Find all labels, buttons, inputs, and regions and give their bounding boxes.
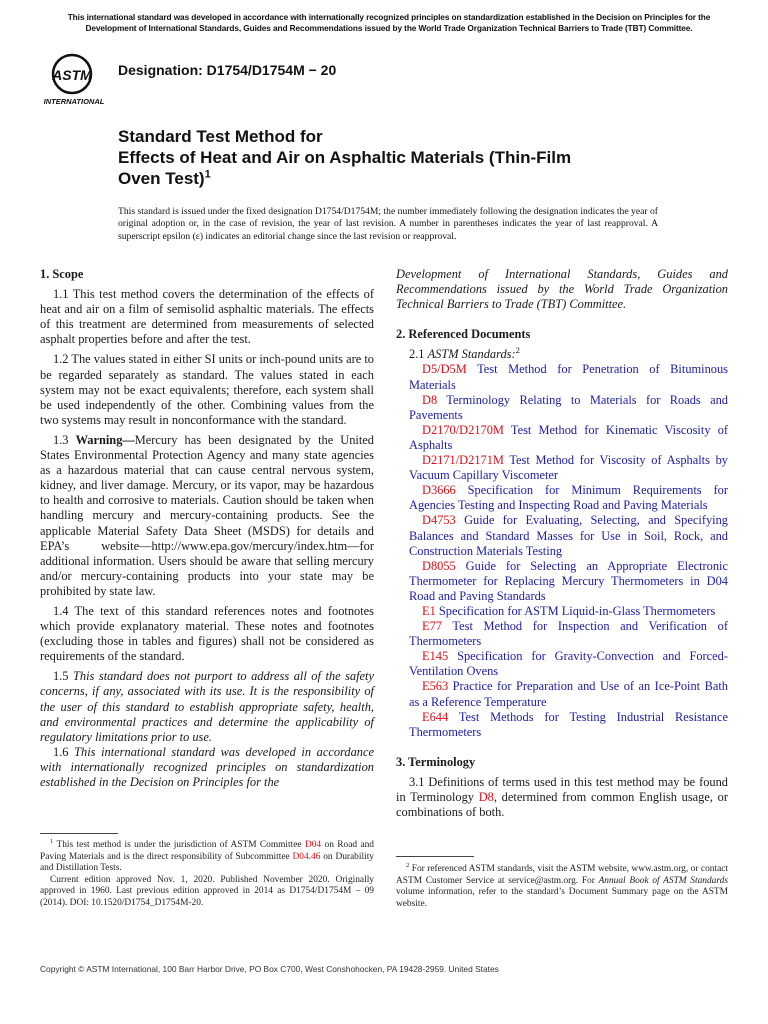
reference-title-link[interactable]: Test Method for Kinematic Viscosity of Asphalts	[409, 422, 729, 452]
reference-code-link[interactable]: D4753	[422, 513, 456, 528]
reference-code-link[interactable]: E77	[422, 619, 442, 634]
document-title	[118, 126, 678, 189]
subcommittee-link[interactable]: D04.46	[292, 851, 321, 862]
paragraph-1-4: 1.4 The text of this standard references notes and footnotes which provide explanatory material. These notes and footnotes (excluding those in tables and figures) shall not be considered as requirements of the standard.	[40, 603, 374, 664]
reference-code-link[interactable]: D2170/D2170M	[422, 422, 504, 437]
paragraph-1-3: 1.3 Warning—Mercury has been designated by the United States Environmental Protection Agency and many state agencies as a hazardous material that can cause central nervous system, kidney, and liver damage. Mercury, or its vapor, may be hazardous to health and corrosive to materials. Caution should be taken when handling mercury and mercury-containing products. See the applicable Material Safety Data Sheet (MSDS) for details and EPA’s website—http://www.epa.gov/mercury/index.htm—for additional information. Users should be aware that selling mercury and/or mercury-containing products into your state may be prohibited by state law.	[40, 432, 374, 598]
left-column	[40, 267, 374, 790]
reference-title-link[interactable]: Specification for ASTM Liquid-in-Glass Thermometers	[438, 603, 716, 618]
reference-item	[396, 513, 728, 558]
paragraph-1-5: 1.5 This standard does not purport to address all of the safety concerns, if any, associated with its use. It is the responsibility of the user of this standard to establish appropriate safety, health, and environmental practices and determine the applicability of regulatory limitations prior to use.	[40, 669, 374, 744]
reference-title-link[interactable]: Guide for Evaluating, Selecting, and Specifying Balances and Standard Masses for Use in Soil, Rock, and Construction Materials Testing	[409, 513, 728, 558]
section-heading-scope: 1. Scope	[40, 267, 84, 281]
footnote-divider	[40, 833, 118, 834]
reference-item	[396, 619, 728, 649]
section-heading-terminology: 3. Terminology	[396, 754, 476, 769]
committee-link[interactable]: D04	[304, 840, 322, 850]
title-footnote-mark[interactable]: 1	[204, 168, 211, 181]
reference-list	[396, 362, 728, 739]
reference-item	[396, 483, 728, 513]
astm-standards-intro: 2.1 ASTM Standards:$^2$	[409, 345, 520, 362]
reference-code-link[interactable]: D8	[422, 392, 438, 407]
reference-code-link[interactable]: E644	[422, 709, 449, 724]
reference-item	[396, 679, 728, 709]
reference-title-link[interactable]: Test Method for Inspection and Verification of Thermometers	[409, 619, 728, 649]
reference-item	[396, 362, 728, 392]
reference-title-link[interactable]: Guide for Selecting an Appropriate Electronic Thermometer for Replacing Mercury Thermometers in D04 Road and Paving Standards	[409, 558, 728, 603]
title-line-3: Oven Test)	[118, 169, 205, 188]
reference-item	[396, 559, 728, 604]
footnote-divider	[396, 856, 474, 857]
reference-item	[396, 393, 728, 423]
astm-logo	[40, 50, 112, 106]
warning-label: Warning—	[75, 432, 135, 447]
reference-title-link[interactable]: Specification for Minimum Requirements for Agencies Testing and Inspecting Road and Paving Materials	[409, 483, 728, 513]
reference-code-link[interactable]: E145	[422, 649, 449, 664]
reference-item	[396, 710, 728, 740]
reference-code-link[interactable]: E1	[422, 603, 436, 618]
reference-code-link[interactable]: D8055	[422, 558, 456, 573]
reference-code-link[interactable]: E563	[422, 679, 449, 694]
title-line-1: Standard Test Method for	[118, 127, 323, 146]
reference-item	[396, 604, 728, 619]
reference-code-link[interactable]: D2171/D2171M	[422, 453, 504, 468]
paragraph-1-6: 1.6 This international standard was developed in accordance with internationally recognized principles on standardization established in the Decision on Principles for the	[40, 744, 374, 789]
paragraph-1-1: 1.1 This test method covers the determination of the effects of heat and air on a film of semisolid asphaltic materials. The effects of this treatment are determined from measurements of selected asphalt properties before and after the test.	[40, 287, 374, 347]
reference-title-link[interactable]: Practice for Preparation and Use of an Ice-Point Bath as a Reference Temperature	[409, 679, 728, 709]
terminology-link-d8[interactable]: D8	[478, 790, 494, 804]
reference-item	[396, 649, 728, 679]
issue-note: This standard is issued under the fixed designation D1754/D1754M; the number immediately following the designation indicates the year of original adoption or, in the case of revision, the year of last revision. A number in parentheses indicates the year of last reapproval. A superscript epsilon (ε) indicates an editorial change since the last revision or reapproval.	[118, 206, 658, 242]
reference-item	[396, 423, 728, 453]
section-heading-referenced-documents: 2. Referenced Documents	[396, 327, 531, 342]
title-line-2: Effects of Heat and Air on Asphaltic Materials (Thin-Film	[118, 148, 572, 167]
right-column	[396, 267, 728, 820]
svg-text:INTERNATIONAL: INTERNATIONAL	[43, 97, 105, 106]
reference-title-link[interactable]: Specification for Gravity-Convection and Forced-Ventilation Ovens	[409, 649, 728, 679]
reference-title-link[interactable]: Test Method for Penetration of Bituminous Materials	[409, 362, 728, 392]
footnote-1: $^1$ This test method is under the jurisdiction of ASTM Committee D04 on Road and Paving Materials and is the direct responsibility of Subcommittee D04.46 on Durability and Distillation Tests. Current edition approved Nov. 1, 2020. Published November 2020. Originally approved in 1960. Last previous edition approved in 2014 as D1754/D1754M – 09 (2014). DOI: 10.1520/D1754_D1754M-20.	[40, 837, 374, 908]
edition-note: Current edition approved Nov. 1, 2020. Published November 2020. Originally approved in 1960. Last previous edition approved in 2014 as D1754/D1754M – 09 (2014). DOI: 10.1520/D1754_D1754M-20.	[40, 874, 374, 908]
top-notice: This international standard was developed in accordance with internationally recognized principles on standardization established in the Decision on Principles for the Development of International Standards, Guides and Recommendations issued by the World Trade Organization Technical Barriers to Trade (TBT) Committee.	[67, 12, 711, 33]
reference-code-link[interactable]: D5/D5M	[422, 362, 467, 377]
footnote-2: $^2$ For referenced ASTM standards, visit the ASTM website, www.astm.org, or contact ASTM Customer Service at service@astm.org. For Annual Book of ASTM Standards volume information, refer to the standard’s Document Summary page on the ASTM website.	[396, 861, 728, 909]
reference-title-link[interactable]: Test Methods for Testing Industrial Resistance Thermometers	[409, 709, 729, 739]
paragraph-3-1: 3.1 Definitions of terms used in this test method may be found in Terminology D8, determined from common English usage, or combinations of both.	[396, 774, 729, 820]
reference-code-link[interactable]: D3666	[422, 483, 456, 498]
reference-item	[396, 453, 728, 483]
reference-title-link[interactable]: Terminology Relating to Materials for Roads and Pavements	[409, 392, 729, 422]
copyright: Copyright © ASTM International, 100 Barr Harbor Drive, PO Box C700, West Conshohocken, PA 19428-2959. United States	[40, 964, 499, 974]
svg-text:ASTM: ASTM	[52, 67, 92, 83]
paragraph-1-2: 1.2 The values stated in either SI units or inch-pound units are to be regarded separately as standard. The values stated in each system may not be exact equivalents; therefore, each system shall be used independently of the other. Combining values from the two systems may result in nonconformance with the standard.	[40, 352, 374, 427]
designation: Designation: D1754/D1754M − 20	[118, 62, 337, 78]
paragraph-1-6-continued: Development of International Standards, Guides and Recommendations issued by the World Trade Organization Technical Barriers to Trade (TBT) Committee.	[396, 267, 728, 312]
reference-title-link[interactable]: Test Method for Viscosity of Asphalts by Vacuum Capillary Viscometer	[409, 453, 728, 483]
